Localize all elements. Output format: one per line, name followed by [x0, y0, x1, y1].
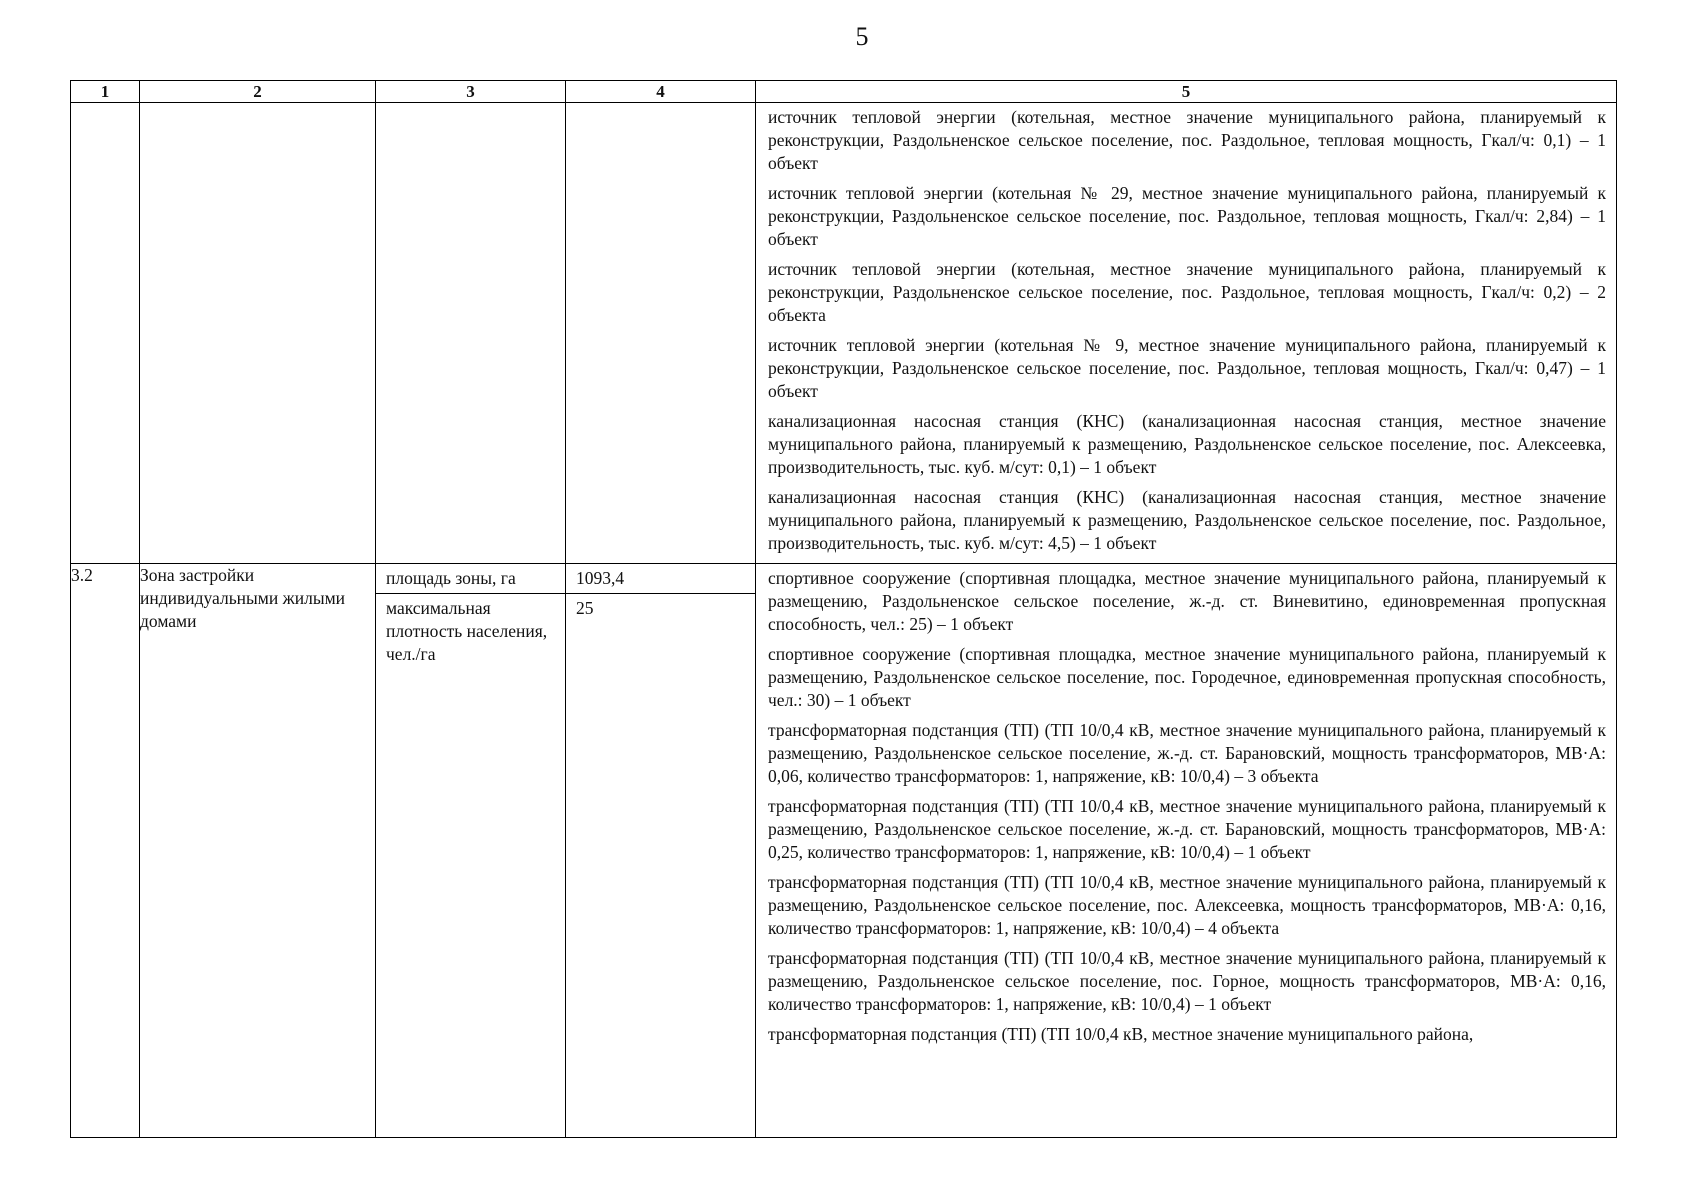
header-col-4: 4 [566, 81, 756, 103]
object-entry: трансформаторная подстанция (ТП) (ТП 10/0,4 кВ, местное значение муниципального района, [768, 1024, 1474, 1044]
header-col-2: 2 [140, 81, 376, 103]
object-entry: источник тепловой энергии (котельная № 29, местное значение муниципального района, планируемый к реконструкции, Раздольненское сельское поселение, пос. Раздольное, тепловая мощность, Гкал/ч: 2,84) – 1 объект [768, 183, 1606, 249]
table-row [71, 564, 1617, 1138]
header-col-1: 1 [71, 81, 140, 103]
value-density: 25 [566, 593, 755, 623]
object-entry: источник тепловой энергии (котельная № 9, местное значение муниципального района, планируемый к реконструкции, Раздольненское сельское поселение, пос. Раздольное, тепловая мощность, Гкал/ч: 0,47) – 1 объект [768, 335, 1606, 401]
object-entry: трансформаторная подстанция (ТП) (ТП 10/0,4 кВ, местное значение муниципального района, планируемый к размещению, Раздольненское сельское поселение, ж.-д. ст. Барановский, мощность трансформаторов, МВ·А: 0,06, количество трансформаторов: 1, напряжение, кВ: 10/0,4) – 3 объекта [768, 720, 1606, 786]
value-area: 1093,4 [576, 568, 625, 588]
zone-parameters [376, 564, 566, 1138]
zone-name: Зона застройки индивидуальными жилыми домами [140, 564, 376, 1138]
page-number: 5 [855, 22, 869, 51]
header-col-5: 5 [756, 81, 1617, 103]
row-number: 3.2 [71, 564, 140, 1138]
object-entry: спортивное сооружение (спортивная площадка, местное значение муниципального района, планируемый к размещению, Раздольненское сельское поселение, пос. Городечное, единовременная пропускная способность, чел.: 30) – 1 объект [768, 644, 1606, 710]
table-row [71, 103, 1617, 564]
zone-values [566, 103, 756, 564]
parameter-area: площадь зоны, га [386, 568, 516, 588]
object-entry: источник тепловой энергии (котельная, местное значение муниципального района, планируемый к реконструкции, Раздольненское сельское поселение, пос. Раздольное, тепловая мощность, Гкал/ч: 0,2) – 2 объекта [768, 259, 1606, 325]
object-entry: канализационная насосная станция (КНС) (канализационная насосная станция, местное значение муниципального района, планируемый к размещению, Раздольненское сельское поселение, пос. Алексеевка, производительность, тыс. куб. м/сут: 0,1) – 1 объект [768, 411, 1606, 477]
object-entry: канализационная насосная станция (КНС) (канализационная насосная станция, местное значение муниципального района, планируемый к размещению, Раздольненское сельское поселение, пос. Раздольное, производительность, тыс. куб. м/сут: 4,5) – 1 объект [768, 487, 1606, 553]
object-entry: спортивное сооружение (спортивная площадка, местное значение муниципального района, планируемый к размещению, Раздольненское сельское поселение, ж.-д. ст. Виневитино, единовременная пропускная способность, чел.: 25) – 1 объект [768, 568, 1606, 634]
object-entry: трансформаторная подстанция (ТП) (ТП 10/0,4 кВ, местное значение муниципального района, планируемый к размещению, Раздольненское сельское поселение, пос. Горное, мощность трансформаторов, МВ·А: 0,16, количество трансформаторов: 1, напряжение, кВ: 10/0,4) – 1 объект [768, 948, 1606, 1014]
zone-values [566, 564, 756, 1138]
object-entry: трансформаторная подстанция (ТП) (ТП 10/0,4 кВ, местное значение муниципального района, планируемый к размещению, Раздольненское сельское поселение, пос. Алексеевка, мощность трансформаторов, МВ·А: 0,16, количество трансформаторов: 1, напряжение, кВ: 10/0,4) – 4 объекта [768, 872, 1606, 938]
zone-name [140, 103, 376, 564]
object-entry: источник тепловой энергии (котельная, местное значение муниципального района, планируемый к реконструкции, Раздольненское сельское поселение, пос. Раздольное, тепловая мощность, Гкал/ч: 0,1) – 1 объект [768, 107, 1606, 173]
parameter-density: максимальная плотность населения, чел./га [376, 593, 565, 669]
header-row [71, 81, 1617, 103]
planning-table [70, 80, 1617, 1138]
zone-parameters [376, 103, 566, 564]
row-number [71, 103, 140, 564]
header-col-3: 3 [376, 81, 566, 103]
object-entry: трансформаторная подстанция (ТП) (ТП 10/0,4 кВ, местное значение муниципального района, планируемый к размещению, Раздольненское сельское поселение, ж.-д. ст. Барановский, мощность трансформаторов, МВ·А: 0,25, количество трансформаторов: 1, напряжение, кВ: 10/0,4) – 1 объект [768, 796, 1606, 862]
planned-objects [756, 103, 1617, 564]
planned-objects [756, 564, 1617, 1138]
